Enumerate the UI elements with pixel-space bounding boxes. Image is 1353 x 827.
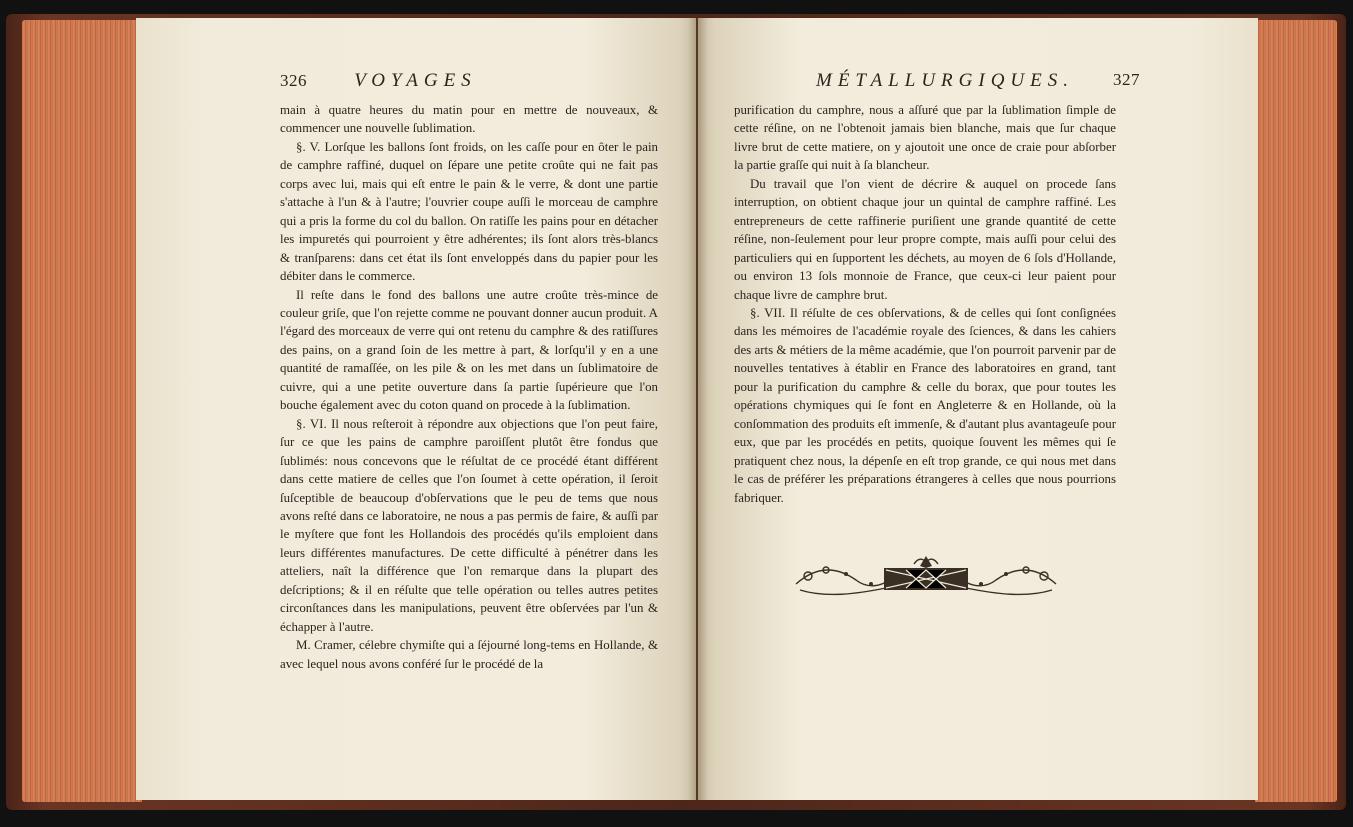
right-paragraph-2: Du travail que l'on vient de décrire & auquel on procede ſans interruption, on obtient chaque jour un quintal de camphre raffiné. Les entrepreneurs de cette raffinerie puriſient une grande quantité de cette réſine, non-ſeulement pour leur propre compte, mais auſſi pour celui des particuliers qui en ſupportent les déchets, au moyen de 6 ſols d'Hollande, ou environ 13 ſols monnoie de France, que ceux-ci leur paient pour chaque livre de camphre brut. bbox=[734, 176, 1116, 302]
left-paragraph-1: main à quatre heures du matin pour en mettre de nouveaux, & commencer une nouvelle ſublimation. bbox=[280, 103, 658, 136]
left-page bbox=[136, 18, 696, 800]
right-paragraph-1: purification du camphre, nous a aſſuré que par la ſublimation ſimple de cette réſine, on ne l'obtenoit jamais bien blanche, mais que ſur chaque livre brut de cette matiere, on y ajoutoit une once de craie pour abſorber la partie graſſe qui nuit à ſa blancheur. bbox=[734, 103, 1116, 173]
right-running-head: MÉTALLURGIQUES. bbox=[816, 70, 1075, 91]
left-paragraph-4: §. VI. Il nous reſteroit à répondre aux objections que l'on peut faire, ſur ce que les pains de camphre paroiſſent plutôt être fondus que ſublimés: nous concevons que le réſultat de ce procédé étant différent dans cette matiere de celles que l'on ſoumet à cette opération, il ſeroit ſuſceptible de beaucoup d'obſervations que le peu de tems que nous avons reſté dans ce laboratoire, ne nous a pas permis de faire, & auſſi par le myſtere que font les Hollandois des procédés qu'ils emploient dans leurs différentes manufactures. De cette difficulté à pénétrer dans les atteliers, naît la différence que l'on remarque dans la plupart des deſcriptions; & il en réſulte que telle opération ou telles autres petites circonſtances dans les manipulations, peuvent être obſervées par l'un & échapper à l'autre. bbox=[280, 416, 658, 634]
right-page-edges bbox=[1255, 20, 1337, 802]
right-page-number: 327 bbox=[1113, 70, 1140, 89]
right-page-header bbox=[816, 70, 1140, 98]
left-page-number: 326 bbox=[280, 71, 307, 90]
right-page-body bbox=[734, 101, 1116, 507]
right-paragraph-3: §. VII. Il réſulte de ces obſervations, & de celles qui ſont conſignées dans les mémoires de l'académie royale des ſciences, & dans les cahiers des arts & métiers de la même académie, que l'on pourroit parvenir par de nouvelles tentatives à établir en France des laboratoires en grand, tant pour la purification du camphre & celle du borax, que pour toutes les opérations chymiques qui ſe font en Angleterre & en Hollande, où la conſommation des produits eſt immenſe, & d'autant plus avantageuſe pour eux, que par les procédés en petits, quoique ſouvent les mêmes qui ſe pratiquent chez nous, la dépenſe en eſt trop grande, ce qui nous met dans le cas de préférer les préparations étrangeres à celles que nous pourrions fabriquer. bbox=[734, 305, 1116, 505]
left-page-body bbox=[280, 101, 658, 673]
left-running-head: VOYAGES bbox=[354, 70, 477, 91]
left-page-header bbox=[280, 70, 660, 98]
book-gutter bbox=[688, 18, 708, 800]
left-paragraph-3: Il reſte dans le fond des ballons une autre croûte très-mince de couleur griſe, que l'on rejette comme ne pouvant donner aucun produit. A l'égard des morceaux de verre qui ont retenu du camphre & des ratiſſures des pains, on a grand ſoin de les mettre à part, & lorſqu'il y en a une quantité de ramaſſée, on les pile & on les met dans un ſublimatoire de cuivre, qui a une petite ouverture dans ſa partie ſupérieure que l'on bouche également avec du coton quand on procede à la ſublimation. bbox=[280, 287, 658, 413]
left-paragraph-5: M. Cramer, célebre chymiſte qui a ſéjourné long-tems en Hollande, & avec lequel nous avons conféré ſur le procédé de la bbox=[280, 638, 658, 671]
left-paragraph-2: §. V. Lorſque les ballons ſont froids, on les caſſe pour en ôter le pain de camphre raffiné, duquel on ſépare une petite croûte qui ne fait pas corps avec lui, mais qui eſt entre le pain & le verre, & dont une partie s'attache à l'un & à l'autre; l'ouvrier coupe auſſi le morceau de camphre qui a pris la forme du col du ballon. On ratiſſe les pains pour en détacher les impuretés qui pourroient y être adhérentes; ils ſont alors très-blancs & tranſparens: dans cet état ils ſont enveloppés dans du papier pour les débiter dans le commerce. bbox=[280, 139, 658, 284]
right-page bbox=[698, 18, 1258, 800]
decorative-tailpiece-ornament bbox=[786, 554, 1066, 602]
left-page-edges bbox=[22, 20, 142, 802]
